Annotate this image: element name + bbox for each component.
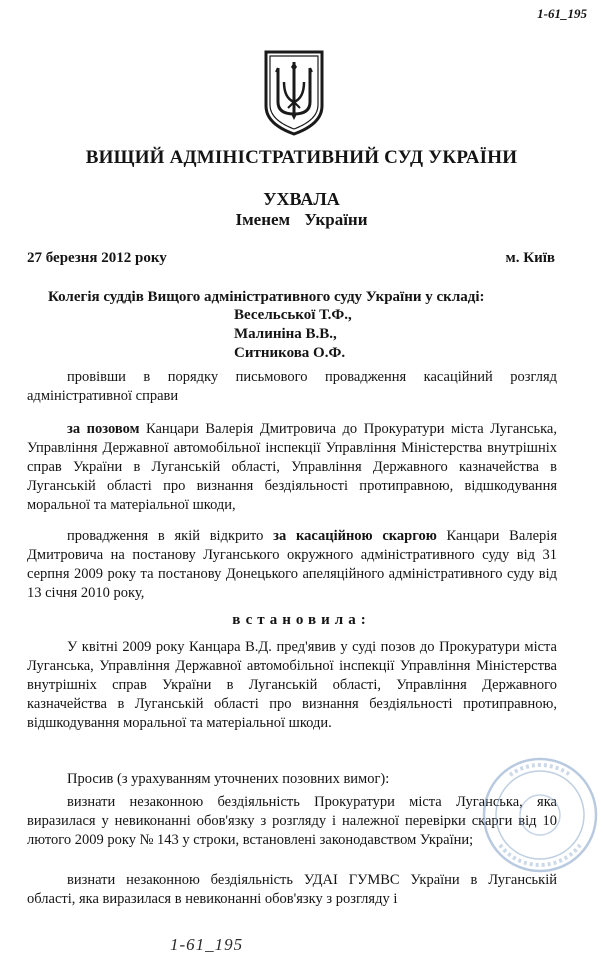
- request-intro: [27, 770, 557, 789]
- cassation-prefix: провадження в якій відкрито: [67, 528, 274, 544]
- intro-text: провівши в порядку письмового провадження касаційний розгляд адміністративної справи: [27, 369, 557, 404]
- handwritten-text: 1-61_195: [170, 935, 244, 954]
- document-city: м. Київ: [505, 250, 555, 266]
- request-item: [27, 871, 557, 909]
- request-item-text: визнати незаконною бездіяльність УДАІ ГУМВС України в Луганській області, яка виразилася в невиконанні обов'язку з розгляду і: [27, 872, 557, 907]
- fact-text: У квітні 2009 року Канцара В.Д. пред'явив у суді позов до Прокуратури міста Луганська, Управління Державної автомобільної інспекції Управління Міністерства внутрішніх справ України в Луганській області, Управління Державного казначейства в Луганській області про визнання бездіяльності протиправною, відшкодування моральної та матеріальної шкоди.: [27, 639, 557, 731]
- court-name: ВИЩИЙ АДМІНІСТРАТИВНИЙ СУД УКРАЇНИ: [85, 147, 518, 168]
- court-stamp-icon: [480, 755, 600, 875]
- request-item-text: визнати незаконною бездіяльність Прокуратури міста Луганська, яка виразилася у невиконанні обов'язку з розгляду і належної перевірки скарги від 10 лютого 2009 року № 143 у строки, встановлені законодавством України;: [27, 794, 557, 848]
- fact-paragraph: [27, 638, 557, 733]
- case-number-top: 1-61_195: [537, 6, 587, 21]
- claim-prefix: за позовом: [67, 421, 140, 437]
- claim-paragraph: [27, 420, 557, 515]
- intro-paragraph: [27, 368, 557, 406]
- request-intro-text: Просив (з урахуванням уточнених позовних вимог):: [67, 771, 390, 787]
- panel-title: Колегія суддів Вищого адміністративного суду України у складі:: [48, 289, 485, 305]
- claim-text: Канцари Валерія Дмитровича до Прокуратури міста Луганська, Управління Державної автомобільної інспекції Управління Міністерства внутрішніх справ України в Луганській області, Управління Державного казначейства в Луганській області про визнання бездіяльності протиправною, відшкодування моральної та матеріальної шкоди,: [27, 421, 557, 513]
- judge-name: Весельської Т.Ф.,: [234, 307, 352, 323]
- coat-of-arms-icon: [262, 48, 326, 136]
- document-date: 27 березня 2012 року: [27, 250, 167, 266]
- judge-name: Ситникова О.Ф.: [234, 345, 346, 361]
- document-subtitle: Іменем України: [235, 210, 368, 229]
- cassation-bold: за касаційною скаргою: [273, 528, 437, 544]
- cassation-text: Канцари Валерія Дмитровича на постанову Луганського окружного адміністративного суду від 31 серпня 2009 року та постанову Донецького апеляційного адміністративного суду від 13 січня 2010 року,: [27, 528, 558, 601]
- document-type: УХВАЛА: [263, 189, 340, 209]
- judge-name: Малиніна В.В.,: [234, 326, 337, 342]
- cassation-paragraph: [27, 527, 557, 603]
- decided-heading: встановила:: [232, 612, 371, 628]
- handwritten-case-number: [170, 935, 280, 961]
- request-item: [27, 793, 557, 850]
